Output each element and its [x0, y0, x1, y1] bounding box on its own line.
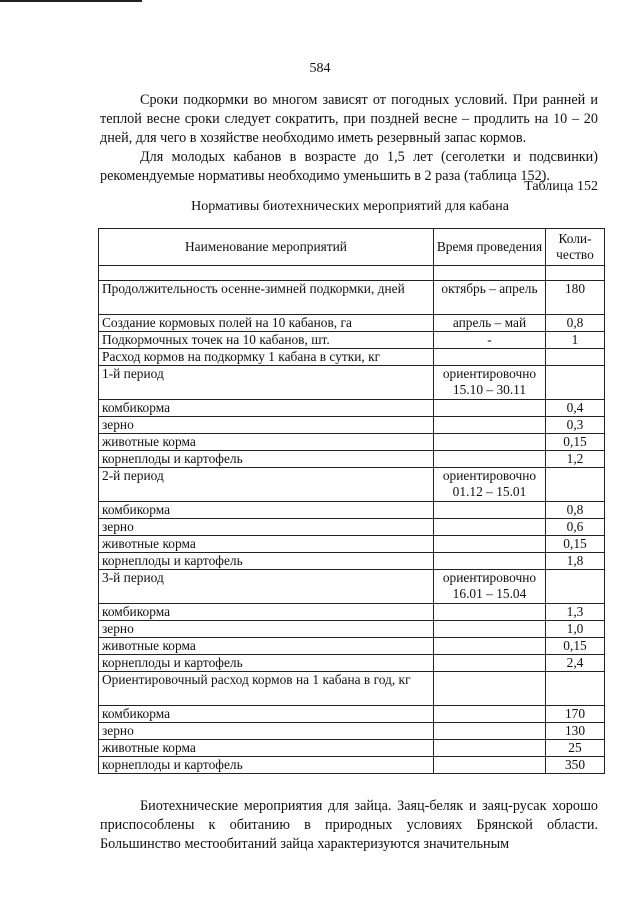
header-time: Время проведения: [434, 229, 546, 266]
cell-activity: Продолжительность осенне-зимней подкормки, дней: [99, 281, 434, 315]
cell-activity: корнеплоды и картофель: [99, 757, 434, 774]
cell-time: [434, 400, 546, 417]
cell-quantity: 130: [546, 723, 605, 740]
cell-quantity: 0,6: [546, 519, 605, 536]
table-label: Таблица 152: [524, 179, 598, 194]
cell-quantity: 1,3: [546, 604, 605, 621]
cell-quantity: 25: [546, 740, 605, 757]
cell-quantity: 1,0: [546, 621, 605, 638]
table-row: [99, 349, 605, 366]
cell-quantity: 0,8: [546, 502, 605, 519]
cell-activity: Расход кормов на подкормку 1 кабана в сутки, кг: [99, 349, 434, 366]
cell-activity: комбикорма: [99, 502, 434, 519]
table-row: [99, 672, 605, 706]
cell-time: [434, 706, 546, 723]
table-row: [99, 434, 605, 451]
header-quantity: Коли-чество: [546, 229, 605, 266]
cell-time: [434, 723, 546, 740]
cell-activity: корнеплоды и картофель: [99, 655, 434, 672]
table-row: [99, 332, 605, 349]
cell-quantity: 1: [546, 332, 605, 349]
cell-time: октябрь – апрель: [434, 281, 546, 315]
cell-activity: корнеплоды и картофель: [99, 451, 434, 468]
table-row: [99, 281, 605, 315]
paragraph-young-boars: Для молодых кабанов в возрасте до 1,5 лет (сеголетки и подсвинки) рекомендуемые нормативы необходимо уменьшить в 2 раза (таблица 152).: [100, 149, 598, 184]
cell-time: [434, 349, 546, 366]
cell-time: ориентировочно 16.01 – 15.04: [434, 570, 546, 604]
cell-time: [434, 434, 546, 451]
cell-quantity: 0,15: [546, 638, 605, 655]
cell-time: [434, 638, 546, 655]
cell-activity: 3-й период: [99, 570, 434, 604]
cell-time: [434, 451, 546, 468]
table-title: Нормативы биотехнических мероприятий для кабана: [191, 199, 509, 214]
page-number: 584: [309, 61, 331, 76]
cell-quantity: 0,15: [546, 434, 605, 451]
table-row: [99, 519, 605, 536]
cell-quantity: 1,8: [546, 553, 605, 570]
cell-activity: животные корма: [99, 638, 434, 655]
table-spacer-row: [99, 266, 605, 281]
table-row: [99, 366, 605, 400]
cell-time: [434, 417, 546, 434]
cell-activity: зерно: [99, 723, 434, 740]
table-row: [99, 315, 605, 332]
table-row: [99, 604, 605, 621]
cell-activity: комбикорма: [99, 706, 434, 723]
table-row: [99, 468, 605, 502]
cell-quantity: 0,4: [546, 400, 605, 417]
cell-quantity: 0,8: [546, 315, 605, 332]
table-row: [99, 706, 605, 723]
cell-quantity: 1,2: [546, 451, 605, 468]
table-row: [99, 757, 605, 774]
cell-quantity: 350: [546, 757, 605, 774]
cell-activity: зерно: [99, 621, 434, 638]
cell-activity: корнеплоды и картофель: [99, 553, 434, 570]
cell-quantity: [546, 366, 605, 400]
cell-activity: Подкормочных точек на 10 кабанов, шт.: [99, 332, 434, 349]
cell-activity: животные корма: [99, 434, 434, 451]
cell-time: [434, 655, 546, 672]
table-row: [99, 417, 605, 434]
cell-time: ориентировочно 15.10 – 30.11: [434, 366, 546, 400]
cell-activity: 2-й период: [99, 468, 434, 502]
cell-time: [434, 502, 546, 519]
paragraph-hare-measures: Биотехнические мероприятия для зайца. Заяц-беляк и заяц-русак хорошо приспособлены к обитанию в природных условиях Брянской области. Большинство местообитаний зайца характеризуются значительным: [100, 798, 598, 852]
cell-quantity: [546, 349, 605, 366]
cell-activity: комбикорма: [99, 604, 434, 621]
cell-time: апрель – май: [434, 315, 546, 332]
table-row: [99, 400, 605, 417]
cell-time: [434, 519, 546, 536]
table-row: [99, 536, 605, 553]
cell-time: [434, 536, 546, 553]
cell-time: [434, 672, 546, 706]
cell-activity: животные корма: [99, 740, 434, 757]
cell-time: [434, 740, 546, 757]
cell-quantity: 180: [546, 281, 605, 315]
table-row: [99, 621, 605, 638]
header-activity: Наименование мероприятий: [99, 229, 434, 266]
cell-quantity: [546, 468, 605, 502]
cell-activity: животные корма: [99, 536, 434, 553]
cell-activity: комбикорма: [99, 400, 434, 417]
table-row: [99, 502, 605, 519]
cell-quantity: 0,3: [546, 417, 605, 434]
table-row: [99, 723, 605, 740]
cell-time: [434, 757, 546, 774]
top-rule: [0, 0, 142, 2]
cell-quantity: [546, 570, 605, 604]
paragraph-feeding-dates: Сроки подкормки во многом зависят от погодных условий. При ранней и теплой весне сроки следует сократить, при поздней весне – продлить на 10 – 20 дней, для чего в хозяйстве необходимо иметь резервный запас кормов.: [100, 92, 598, 146]
table-row: [99, 570, 605, 604]
table-row: [99, 740, 605, 757]
table-row: [99, 638, 605, 655]
cell-time: [434, 621, 546, 638]
cell-activity: 1-й период: [99, 366, 434, 400]
table-row: [99, 553, 605, 570]
cell-activity: зерно: [99, 417, 434, 434]
table-row: [99, 655, 605, 672]
table-row: [99, 451, 605, 468]
cell-time: ориентировочно 01.12 – 15.01: [434, 468, 546, 502]
cell-activity: Ориентировочный расход кормов на 1 кабана в год, кг: [99, 672, 434, 706]
norms-table: [98, 228, 605, 774]
cell-activity: Создание кормовых полей на 10 кабанов, га: [99, 315, 434, 332]
cell-time: [434, 604, 546, 621]
cell-quantity: 0,15: [546, 536, 605, 553]
cell-quantity: [546, 672, 605, 706]
cell-quantity: 170: [546, 706, 605, 723]
table-header-row: [99, 229, 605, 266]
cell-time: -: [434, 332, 546, 349]
cell-time: [434, 553, 546, 570]
cell-activity: зерно: [99, 519, 434, 536]
cell-quantity: 2,4: [546, 655, 605, 672]
